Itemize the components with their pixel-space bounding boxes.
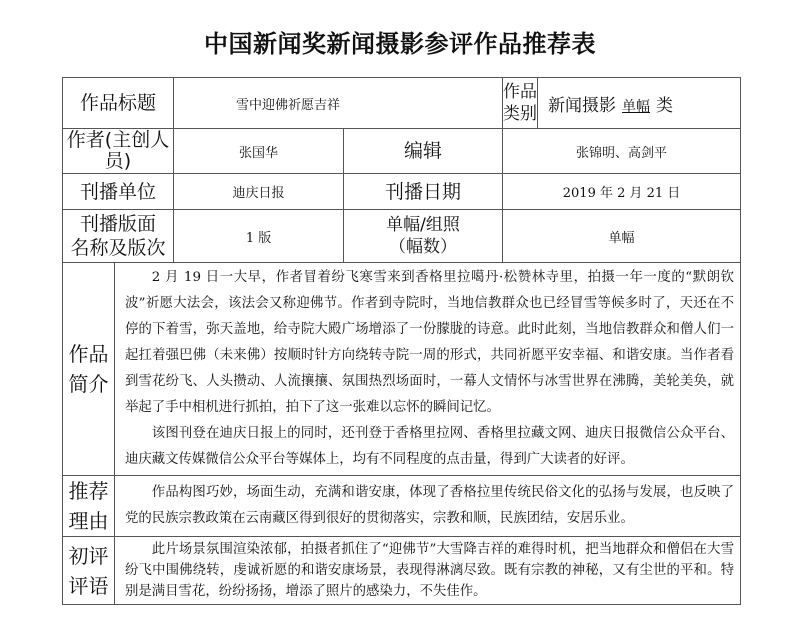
reason-paragraph: 作品构图巧妙，场面生动，充满和谐安康，体现了香格拉里传统民俗文化的弘扬与发展，也反映了党的民族宗教政策在云南藏区得到很好的贯彻落实，宗教和顺，民族团结，安居乐业。 xyxy=(125,485,735,526)
category-prefix: 新闻摄影 xyxy=(548,95,617,116)
intro-text xyxy=(115,263,741,476)
row-page xyxy=(63,210,741,263)
recommendation-form-table xyxy=(62,77,741,605)
row-work-title xyxy=(63,78,741,129)
page-label xyxy=(63,210,174,263)
row-author xyxy=(63,129,741,174)
author-label-line2: 员) xyxy=(104,150,132,172)
category-label xyxy=(503,78,538,129)
category-value xyxy=(538,78,741,129)
review-text xyxy=(115,537,741,605)
author-label xyxy=(63,129,174,174)
page-label-line2: 名称及版次 xyxy=(70,237,166,259)
intro-paragraph-2: 该图刊登在迪庆日报上的同时，还刊登于香格里拉网、香格里拉藏文网、迪庆日报微信公众平台、迪庆藏文传媒微信公众平台等媒体上，均有不同程度的点击量，得到广大读者的好评。 xyxy=(125,426,735,467)
review-label-line1: 初评 xyxy=(68,543,109,568)
review-paragraph: 此片场景氛围渲染浓郁，拍摄者抓住了“迎佛节”大雪降吉祥的难得时机，把当地群众和僧侣在大雪纷飞中围佛绕转，虔诚祈愿的和谐安康场景，表现得淋漓尽致。既有宗教的神秘，又有尘世的平和。特别是满目雪花，纷纷扬扬，增添了照片的感染力，不失佳作。 xyxy=(125,542,735,599)
intro-label-line2: 简介 xyxy=(68,372,109,396)
review-label-line2: 评语 xyxy=(68,573,109,598)
author-label-line1: 作者(主创人 xyxy=(66,129,170,151)
publisher-value: 迪庆日报 xyxy=(174,174,344,210)
editor-label: 编辑 xyxy=(344,129,503,174)
page-value: 1 版 xyxy=(174,210,344,263)
single-group-label-line1: 单幅/组照 xyxy=(386,215,460,235)
publish-date-label: 刊播日期 xyxy=(344,174,503,210)
intro-label-line1: 作品 xyxy=(68,342,109,366)
review-label xyxy=(63,537,115,605)
reason-label xyxy=(63,476,115,537)
reason-label-line2: 理由 xyxy=(68,509,109,533)
category-label-line1: 作品 xyxy=(503,82,538,102)
row-publisher xyxy=(63,174,741,210)
row-reason xyxy=(63,476,741,537)
work-title-value: 雪中迎佛祈愿吉祥 xyxy=(174,78,503,129)
single-group-label-line2: （幅数） xyxy=(389,237,458,257)
page-label-line1: 刊播版面 xyxy=(80,213,157,235)
reason-label-line1: 推荐 xyxy=(68,479,109,503)
category-suffix: 类 xyxy=(656,95,674,116)
publish-date-value: 2019 年 2 月 21 日 xyxy=(503,174,741,210)
category-label-line2: 类别 xyxy=(503,104,538,124)
editor-value: 张锦明、高剑平 xyxy=(503,129,741,174)
intro-paragraph-1: 2 月 19 日一大早，作者冒着纷飞寒雪来到香格里拉噶丹·松赞林寺里，拍摄一年一度的“默朗钦波”祈愿大法会，该法会又称迎佛节。作者到寺院时，当地信教群众也已经冒雪等候多时了，天还在不停的下着雪，弥天盖地，给寺院大殿广场增添了一份朦胧的诗意。此时此刻，当地信教群众和僧人们一起扛着强巴佛（未来佛）按顺时针方向绕转寺院一周的形式，共同祈愿平安幸福、和谐安康。当作者看到雪花纷飞、人头攒动、人流攘攘、氛围热烈场面时，一幕人文情怀与冰雪世界在沸腾，美轮美奂，就举起了手中相机进行抓拍，拍下了这一张难以忘怀的瞬间记忆。 xyxy=(125,270,735,415)
single-group-label xyxy=(344,210,503,263)
intro-label xyxy=(63,263,115,476)
reason-text xyxy=(115,476,741,537)
category-underlined: 单幅 xyxy=(622,98,651,115)
work-title-label: 作品标题 xyxy=(63,78,174,129)
row-review xyxy=(63,537,741,605)
single-group-value: 单幅 xyxy=(503,210,741,263)
publisher-label: 刊播单位 xyxy=(63,174,174,210)
row-intro xyxy=(63,263,741,476)
document-title: 中国新闻奖新闻摄影参评作品推荐表 xyxy=(204,30,596,58)
author-value: 张国华 xyxy=(174,129,344,174)
